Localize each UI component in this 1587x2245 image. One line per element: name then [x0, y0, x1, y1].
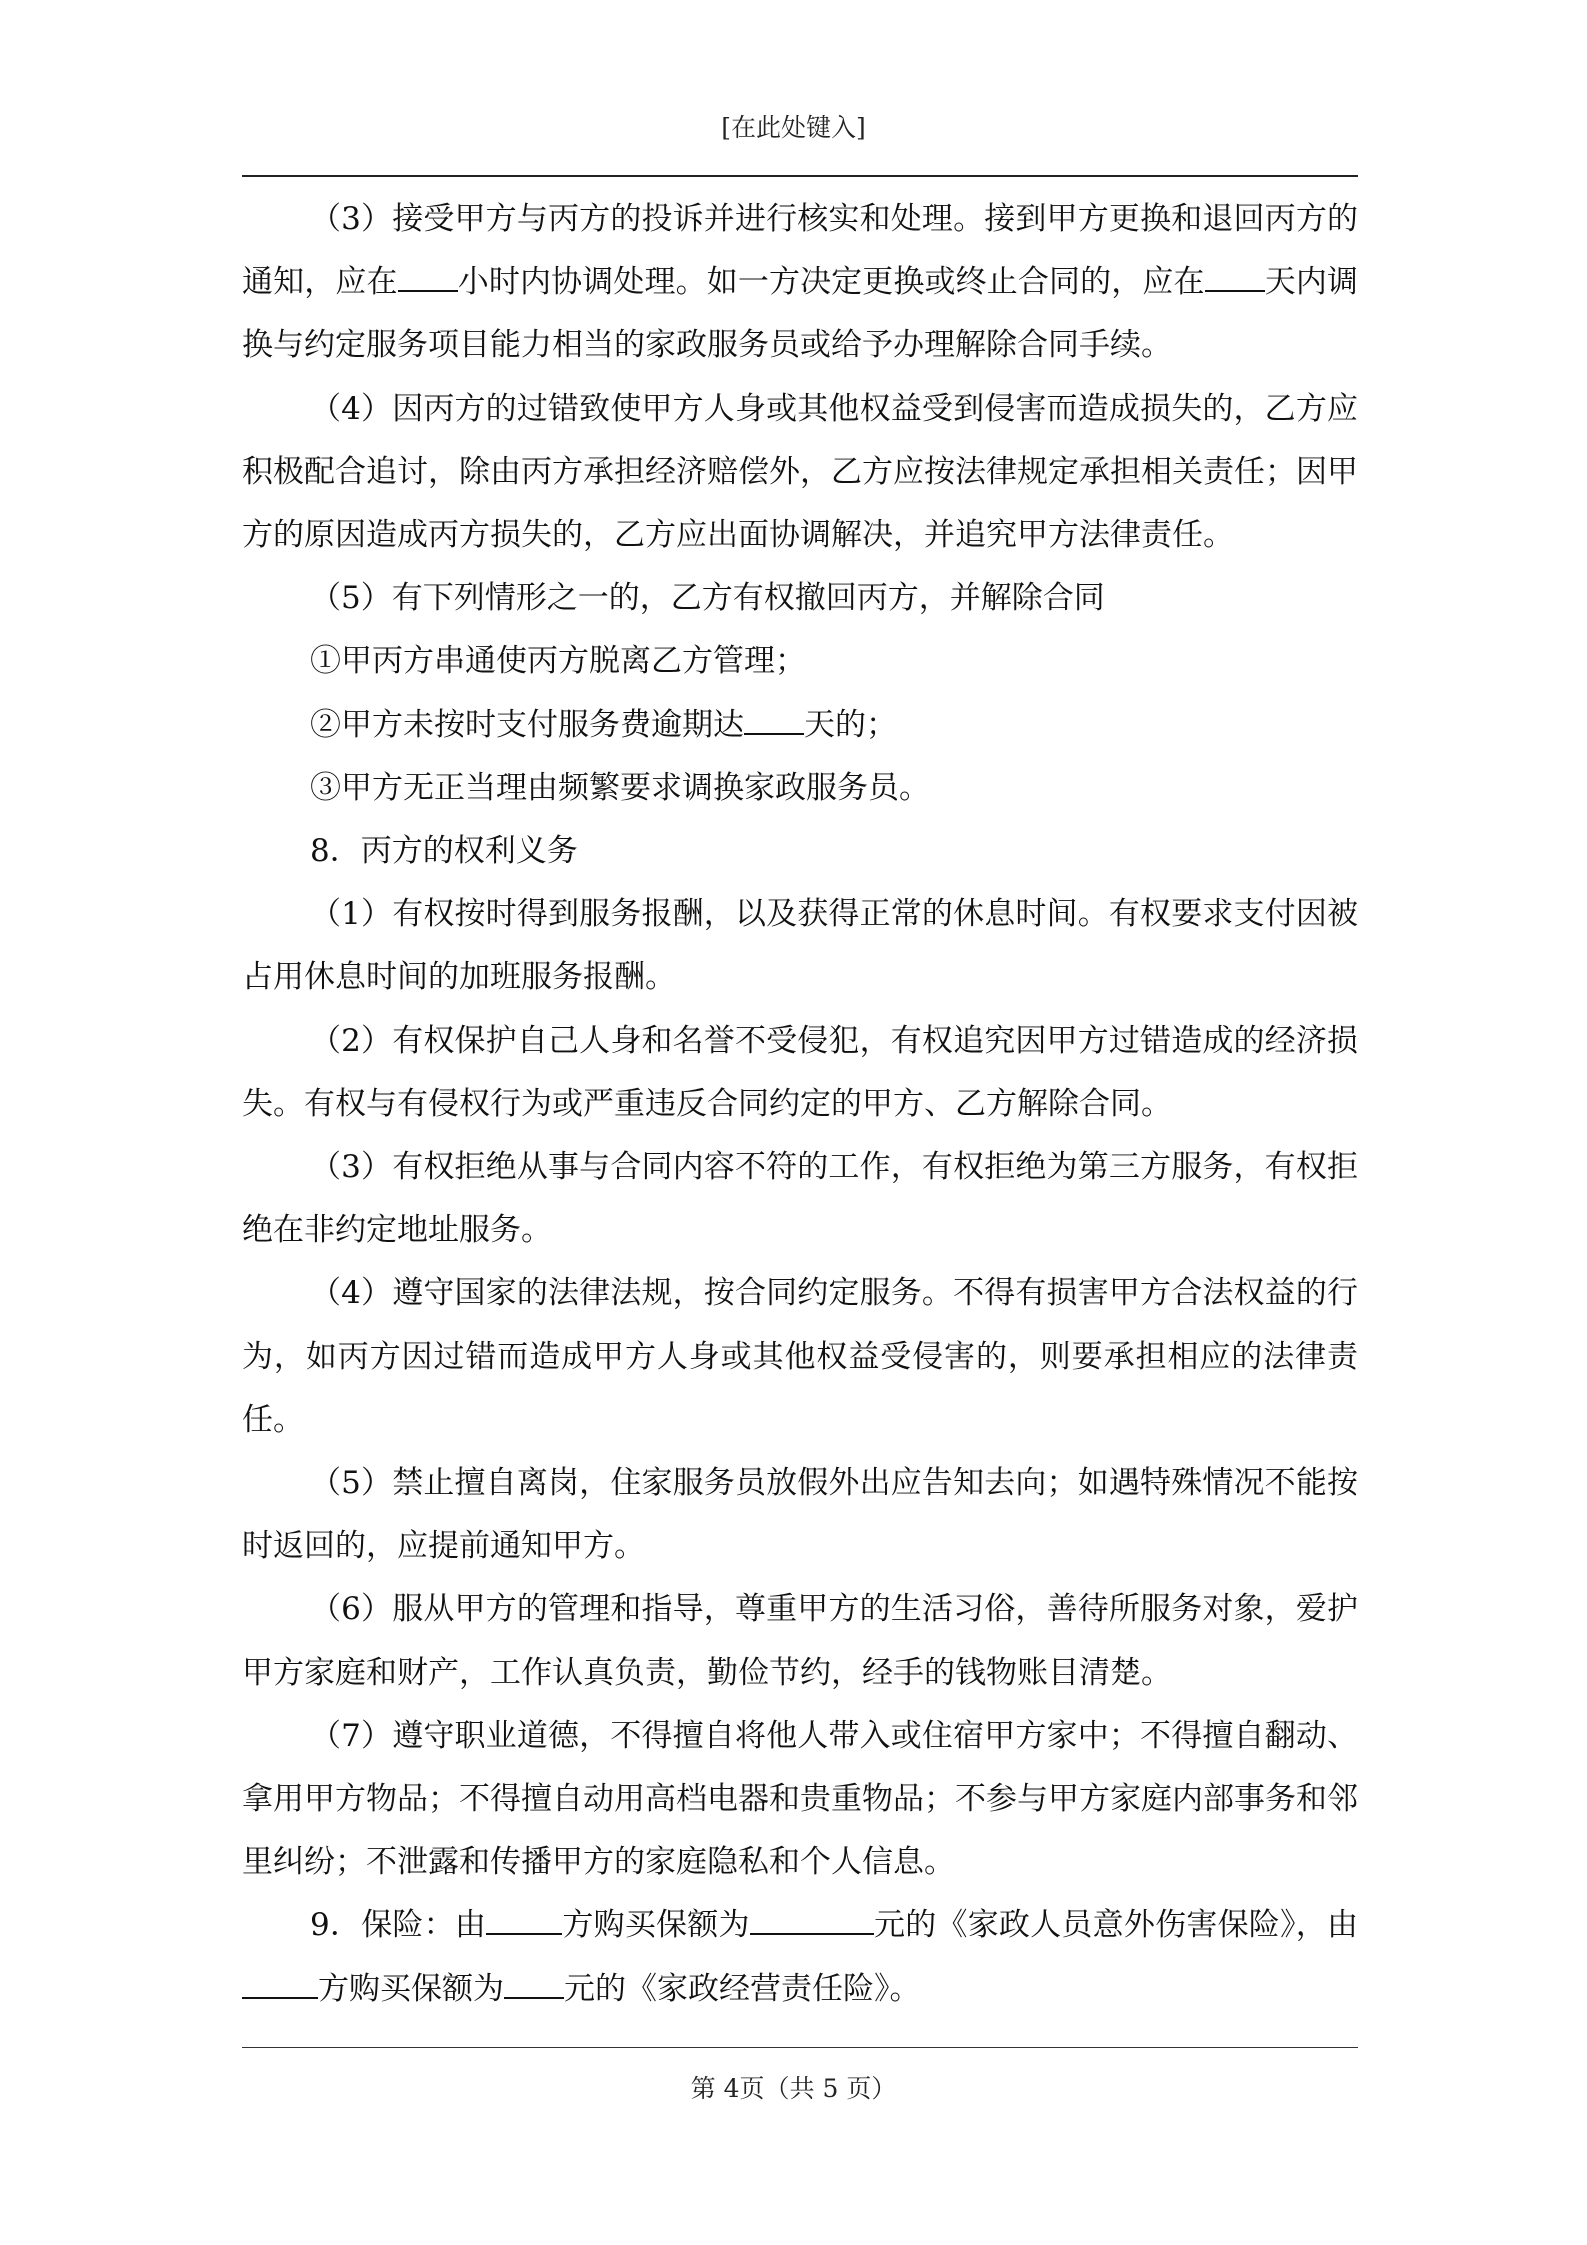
paragraph-text: ①甲丙方串通使丙方脱离乙方管理；: [310, 643, 806, 680]
document-body: [242, 188, 1358, 2021]
paragraph-7-3: [242, 188, 1358, 378]
paragraph-text: （1）有权按时得到服务报酬，以及获得正常的休息时间。有权要求支付因被占用休息时间的加班服务报酬。: [242, 896, 1358, 996]
header-divider: [242, 175, 1358, 177]
paragraph-text: 方购买保额为: [318, 1970, 504, 2007]
list-item-1: [242, 630, 1358, 693]
paragraph-8-5: [242, 1452, 1358, 1578]
paragraph-8-4: [242, 1262, 1358, 1452]
paragraph-text: （4）因丙方的过错致使甲方人身或其他权益受到侵害而造成损失的，乙方应积极配合追讨，除由丙方承担经济赔偿外，乙方应按法律规定承担相关责任；因甲方的原因造成丙方损失的，乙方应出面协调解决，并追究甲方法律责任。: [242, 390, 1358, 554]
fill-blank-insured-amount-2[interactable]: [504, 1964, 564, 1999]
fill-blank-hours[interactable]: [398, 258, 458, 293]
paragraph-7-5: [242, 567, 1358, 630]
paragraph-text: 天的；: [804, 706, 897, 743]
paragraph-text: ③甲方无正当理由频繁要求调换家政服务员。: [310, 769, 930, 806]
list-item-2: [242, 694, 1358, 757]
paragraph-text: （4）遵守国家的法律法规，按合同约定服务。不得有损害甲方合法权益的行为，如丙方因过错而造成甲方人身或其他权益受侵害的，则要承担相应的法律责任。: [242, 1275, 1358, 1438]
paragraph-text: 元的《家政人员意外伤害保险》，由: [873, 1907, 1358, 1944]
paragraph-text: （7）遵守职业道德，不得擅自将他人带入或住宿甲方家中；不得擅自翻动、拿用甲方物品；不得擅自动用高档电器和贵重物品；不参与甲方家庭内部事务和邻里纠纷；不泄露和传播甲方的家庭隐私和个人信息。: [242, 1717, 1358, 1881]
paragraph-text: （2）有权保护自己人身和名誉不受侵犯，有权追究因甲方过错造成的经济损失。有权与有侵权行为或严重违反合同约定的甲方、乙方解除合同。: [242, 1022, 1358, 1122]
paragraph-text: （3）接受甲方与丙方的投诉并进行核实和处理。接到甲方更换和退回丙方的通知，应在: [242, 201, 1358, 301]
paragraph-text: 方购买保额为: [562, 1907, 750, 1944]
paragraph-text: 小时内协调处理。如一方决定更换或终止合同的，应在: [457, 264, 1205, 301]
list-item-3: [242, 757, 1358, 820]
paragraph-text: 9．保险：由: [310, 1907, 487, 1944]
paragraph-8-2: [242, 1010, 1358, 1136]
footer-divider: [242, 2047, 1358, 2048]
page-footer: 第 4页（共 5 页）: [690, 2074, 897, 2103]
fill-blank-insurer-party-2[interactable]: [242, 1964, 318, 1999]
paragraph-7-4: [242, 378, 1358, 568]
section-9-insurance: [242, 1894, 1358, 2020]
paragraph-8-6: [242, 1578, 1358, 1704]
paragraph-8-1: [242, 883, 1358, 1009]
paragraph-text: （3）有权拒绝从事与合同内容不符的工作，有权拒绝为第三方服务，有权拒绝在非约定地址服务。: [242, 1149, 1358, 1249]
page-header: [在此处键入]: [721, 113, 866, 142]
paragraph-text: 天内调换与约定服务项目能力相当的家政服务员或给予办理解除合同手续。: [242, 264, 1359, 364]
paragraph-text: （6）服从甲方的管理和指导，尊重甲方的生活习俗，善待所服务对象，爱护甲方家庭和财产，工作认真负责，勤俭节约，经手的钱物账目清楚。: [242, 1591, 1358, 1691]
paragraph-8-3: [242, 1136, 1358, 1262]
paragraph-8-7: [242, 1705, 1358, 1895]
section-heading-8: [242, 820, 1358, 883]
paragraph-text: （5）有下列情形之一的，乙方有权撤回丙方，并解除合同: [310, 580, 1105, 617]
fill-blank-days[interactable]: [1205, 258, 1265, 293]
paragraph-text: （5）禁止擅自离岗，住家服务员放假外出应告知去向；如遇特殊情况不能按时返回的，应提前通知甲方。: [242, 1465, 1358, 1565]
fill-blank-insurer-party-1[interactable]: [486, 1901, 562, 1936]
paragraph-text: 元的《家政经营责任险》。: [564, 1970, 921, 2007]
paragraph-text: ②甲方未按时支付服务费逾期达: [310, 706, 744, 743]
fill-blank-overdue-days[interactable]: [744, 700, 804, 735]
fill-blank-insured-amount-1[interactable]: [750, 1901, 874, 1936]
paragraph-text: 8．丙方的权利义务: [310, 833, 578, 870]
